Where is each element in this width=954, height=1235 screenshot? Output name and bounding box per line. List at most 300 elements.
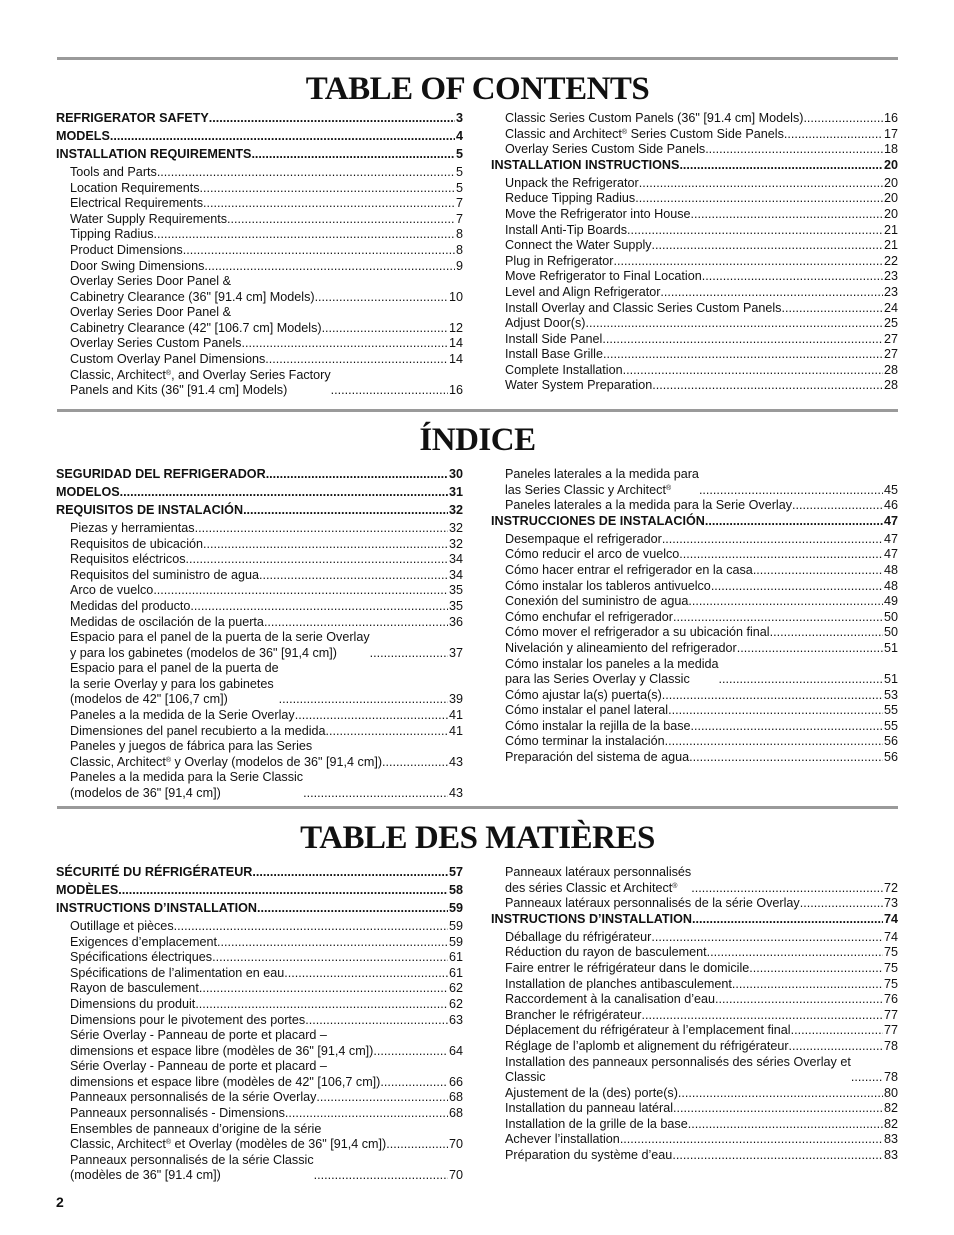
toc-entry-page: 47 [883, 531, 898, 546]
toc-entry[interactable] [56, 305, 463, 336]
toc-entry-title: Classic Series Custom Panels (36" [91.4 cm] Models) [505, 111, 804, 125]
dot-leader [118, 883, 448, 899]
dot-leader [705, 142, 883, 158]
toc-entry-title: Dimensions du produit [70, 996, 196, 1011]
toc-entry[interactable] [491, 1039, 898, 1055]
toc-entry-page: 43 [448, 754, 463, 769]
toc-entry-page: 57 [448, 865, 463, 879]
toc-entry[interactable] [56, 935, 463, 951]
section-title-fr: TABLE DES MATIÈRES [300, 820, 655, 856]
toc-entry-title: Water Supply Requirements [70, 211, 228, 226]
toc-entry-page: 7 [455, 211, 463, 226]
toc-entry[interactable] [56, 111, 463, 127]
toc-entry[interactable] [56, 981, 463, 997]
toc-entry[interactable] [491, 657, 898, 688]
toc-entry-title: Panneaux personnalisés - Dimensions [70, 1106, 285, 1121]
toc-entry-page: 47 [883, 513, 898, 528]
toc-entry-page: 50 [883, 609, 898, 624]
toc-entry[interactable] [56, 259, 463, 275]
toc-entry-title: Desempaque el refrigerador [505, 531, 662, 546]
toc-entry[interactable] [491, 207, 898, 223]
dot-leader [303, 786, 448, 802]
toc-entry[interactable] [56, 227, 463, 243]
toc-entry[interactable] [56, 1090, 463, 1106]
toc-entry-page: 41 [448, 723, 463, 738]
dot-leader [110, 129, 455, 145]
toc-entry[interactable] [491, 1117, 898, 1133]
toc-entry-title: Cómo instalar el panel lateral [505, 703, 669, 718]
toc-entry[interactable] [491, 734, 898, 750]
dot-leader [373, 1044, 448, 1060]
toc-entry[interactable] [56, 1013, 463, 1029]
toc-entry-title: Classic, Architect®, and Overlay Series Factory Panels and Kits (36" [91.4 cm] Models) [70, 367, 331, 398]
dot-leader [370, 646, 448, 662]
toc-entry-title: Product Dimensions [70, 242, 183, 257]
toc-entry[interactable] [491, 896, 898, 912]
toc-entry[interactable] [56, 599, 463, 615]
toc-entry[interactable] [56, 630, 463, 661]
toc-entry-title: Complete Installation [505, 362, 623, 377]
toc-entry-title: MODELS [56, 128, 110, 143]
registered-mark: ® [165, 756, 172, 764]
dot-leader [227, 212, 455, 228]
dot-leader [157, 165, 455, 181]
dot-leader [315, 290, 448, 306]
toc-entry-title: Déplacement du réfrigérateur à l’emplacement final [505, 1023, 791, 1038]
toc-entry-title: Paneles laterales a la medida para la Serie Overlay [505, 498, 793, 513]
dot-leader [120, 485, 448, 501]
dot-leader [259, 568, 448, 584]
toc-entry-title: REQUISITOS DE INSTALACIÓN [56, 502, 244, 517]
toc-entry[interactable] [491, 378, 898, 394]
dot-leader [753, 563, 883, 579]
page-number: 2 [56, 1194, 64, 1210]
toc-entry[interactable] [56, 901, 463, 917]
toc-entry-page: 18 [883, 142, 898, 157]
toc-entry[interactable] [491, 176, 898, 192]
toc-entry-title: Cómo terminar la instalación [505, 734, 665, 749]
dot-leader [623, 363, 883, 379]
toc-entry[interactable] [56, 537, 463, 553]
toc-entry-title: Overlay Series Custom Side Panels [505, 142, 706, 157]
registered-mark: ® [621, 128, 628, 136]
toc-entry-title: Paneles a la medida para la Serie Classic (modelos de 36" [91,4 cm]) [70, 770, 304, 801]
toc-entry[interactable] [491, 930, 898, 946]
toc-entry-page: 20 [883, 191, 898, 206]
dot-leader [265, 352, 448, 368]
toc-entry-page: 51 [883, 640, 898, 655]
dot-leader [662, 532, 883, 548]
toc-entry[interactable] [56, 919, 463, 935]
toc-entry[interactable] [491, 158, 898, 174]
dot-leader [639, 176, 883, 192]
dot-leader [204, 259, 455, 275]
dot-leader [635, 191, 883, 207]
toc-entry[interactable] [56, 274, 463, 305]
dot-leader [711, 579, 883, 595]
toc-entry-title: Panneaux latéraux personnalisés des séries Classic et Architect® [505, 865, 692, 895]
toc-entry-page: 74 [883, 929, 898, 944]
toc-entry-title: SEGURIDAD DEL REFRIGERADOR [56, 467, 266, 481]
toc-entry[interactable] [491, 1023, 898, 1039]
dot-leader [200, 181, 455, 197]
toc-entry-page: 74 [883, 911, 898, 926]
dot-leader [585, 316, 883, 332]
toc-entry[interactable] [491, 347, 898, 363]
toc-entry-page: 9 [455, 258, 463, 273]
toc-entry[interactable] [491, 945, 898, 961]
registered-mark: ® [165, 369, 172, 377]
toc-entry-title: Cómo ajustar la(s) puerta(s) [505, 687, 662, 702]
toc-entry[interactable] [491, 1008, 898, 1024]
toc-entry-page: 4 [455, 128, 463, 143]
toc-entry-title: Location Requirements [70, 180, 200, 195]
toc-entry[interactable] [491, 563, 898, 579]
dot-leader [673, 1101, 883, 1117]
toc-entry[interactable] [491, 688, 898, 704]
toc-entry[interactable] [56, 661, 463, 708]
toc-entry[interactable] [56, 950, 463, 966]
toc-entry-title: Exigences d’emplacement [70, 934, 218, 949]
toc-entry-title: Preparación del sistema de agua [505, 750, 690, 765]
toc-entry[interactable] [56, 865, 463, 881]
dot-leader [316, 1090, 448, 1106]
toc-entry-title: Raccordement à la canalisation d’eau [505, 992, 716, 1007]
toc-entry[interactable] [491, 301, 898, 317]
toc-entry[interactable] [491, 579, 898, 595]
toc-entry[interactable] [491, 865, 898, 896]
toc-entry-page: 16 [448, 383, 463, 398]
dot-leader [803, 111, 883, 127]
toc-entry[interactable] [56, 615, 463, 631]
dot-leader [195, 997, 448, 1013]
toc-entry-page: 21 [883, 238, 898, 253]
toc-entry[interactable] [56, 503, 463, 519]
dot-leader [243, 503, 448, 519]
toc-entry-page: 20 [883, 157, 898, 172]
dot-leader [660, 285, 883, 301]
toc-entry[interactable] [56, 997, 463, 1013]
toc-entry-title: Série Overlay - Panneau de porte et placard – dimensions et espace libre (modèles de 42" [106,7 cm]) [70, 1059, 381, 1089]
toc-entry-page: 61 [448, 965, 463, 980]
toc-entry[interactable] [56, 212, 463, 228]
toc-entry-title: Cómo hacer entrar el refrigerador en la casa [505, 562, 753, 577]
toc-entry-page: 25 [883, 316, 898, 331]
toc-entry-title: Espacio para el panel de la puerta de la serie Overlay y para los gabinetes (modelos de 36" [91,4 cm]) [70, 630, 370, 660]
toc-entry[interactable] [491, 111, 898, 127]
toc-entry[interactable] [491, 912, 898, 928]
dot-leader [789, 1039, 883, 1055]
toc-entry-title: Tools and Parts [70, 164, 157, 179]
toc-entry[interactable] [56, 521, 463, 537]
toc-entry-page: 70 [448, 1168, 463, 1183]
toc-entry-title: Ajustement de la (des) porte(s) [505, 1085, 678, 1100]
dot-leader [203, 537, 448, 553]
toc-entry-title: Nivelación y alineamiento del refrigerador [505, 640, 737, 655]
toc-entry-title: Paneles y juegos de fábrica para las Series Classic, Architect® y Overlay (modelos de 36" [91,4 cm]) [70, 739, 383, 769]
dot-leader [314, 1168, 448, 1184]
toc-entry[interactable] [491, 532, 898, 548]
toc-entry-title: MODELOS [56, 484, 120, 499]
toc-entry-page: 21 [883, 222, 898, 237]
toc-entry-title: REFRIGERATOR SAFETY [56, 111, 209, 125]
toc-entry-title: Unpack the Refrigerator [505, 175, 639, 190]
toc-entry[interactable] [491, 719, 898, 735]
toc-entry[interactable] [491, 142, 898, 158]
toc-entry-page: 8 [455, 242, 463, 257]
dot-leader [688, 594, 883, 610]
toc-entry-page: 20 [883, 206, 898, 221]
toc-entry[interactable] [491, 498, 898, 514]
toc-entry[interactable] [491, 1132, 898, 1148]
toc-entry[interactable] [56, 724, 463, 740]
toc-entry-page: 82 [883, 1116, 898, 1131]
section-title-en: TABLE OF CONTENTS [305, 71, 650, 107]
toc-entry-page: 31 [448, 484, 463, 499]
toc-entry-title: Espacio para el panel de la puerta de la serie Overlay y para los gabinetes (modelos de 42" [106,7 cm]) [70, 661, 279, 707]
toc-entry[interactable] [491, 1055, 898, 1086]
registered-mark: ® [672, 882, 678, 890]
dot-leader [212, 950, 448, 966]
dot-leader [252, 865, 448, 881]
toc-entry-title: Outillage et pièces [70, 918, 174, 933]
toc-entry-title: Conexión del suministro de agua [505, 594, 689, 609]
toc-entry[interactable] [56, 352, 463, 368]
dot-leader [770, 625, 883, 641]
toc-entry-page: 46 [883, 498, 898, 513]
toc-entry[interactable] [491, 750, 898, 766]
dot-leader [627, 223, 883, 239]
toc-entry[interactable] [56, 196, 463, 212]
dot-leader [380, 1075, 448, 1091]
toc-entry-title: INSTRUCCIONES DE INSTALACIÓN [491, 513, 705, 528]
toc-entry-page: 32 [448, 502, 463, 517]
toc-entry-title: Adjust Door(s) [505, 316, 586, 331]
toc-entry[interactable] [56, 739, 463, 770]
toc-entry[interactable] [56, 966, 463, 982]
dot-leader [699, 483, 883, 499]
toc-entry-title: Spécifications électriques [70, 950, 213, 965]
toc-entry[interactable] [491, 285, 898, 301]
toc-entry-title: Requisitos eléctricos [70, 552, 186, 567]
toc-entry-title: Install Overlay and Classic Series Custom Panels [505, 300, 782, 315]
toc-entry[interactable] [491, 961, 898, 977]
toc-entry-page: 5 [455, 180, 463, 195]
toc-entry[interactable] [56, 467, 463, 483]
toc-entry[interactable] [56, 147, 463, 163]
toc-entry-title: Réduction du rayon de basculement [505, 945, 707, 960]
toc-entry-page: 14 [448, 336, 463, 351]
toc-entry-title: Rayon de basculement [70, 981, 199, 996]
toc-entry-page: 5 [455, 164, 463, 179]
toc-entry[interactable] [491, 1101, 898, 1117]
toc-entry-title: MODÈLES [56, 882, 119, 897]
toc-entry[interactable] [56, 883, 463, 899]
toc-entry-page: 70 [448, 1137, 463, 1152]
toc-entry-page: 83 [883, 1148, 898, 1163]
toc-entry-page: 35 [448, 583, 463, 598]
toc-entry[interactable] [491, 1086, 898, 1102]
toc-entry[interactable] [491, 238, 898, 254]
toc-entry-page: 61 [448, 950, 463, 965]
dot-leader [691, 207, 883, 223]
dot-leader [719, 672, 883, 688]
toc-entry-page: 36 [448, 614, 463, 629]
toc-entry[interactable] [491, 127, 898, 143]
toc-entry-title: Panneaux latéraux personnalisés de la série Overlay [505, 896, 800, 911]
toc-entry-title: Installation de planches antibasculement [505, 976, 732, 991]
toc-entry-title: Cómo reducir el arco de vuelco [505, 547, 680, 562]
toc-entry-page: 73 [883, 896, 898, 911]
dot-leader [749, 961, 883, 977]
toc-entry-title: Medidas del producto [70, 598, 191, 613]
dot-leader [651, 930, 883, 946]
toc-entry[interactable] [56, 708, 463, 724]
toc-entry-page: 23 [883, 269, 898, 284]
dot-leader [331, 383, 448, 399]
dot-leader [154, 227, 455, 243]
toc-entry[interactable] [56, 165, 463, 181]
toc-entry-page: 59 [448, 934, 463, 949]
toc-entry-title: Dimensions pour le pivotement des portes [70, 1012, 306, 1027]
toc-entry-page: 75 [883, 945, 898, 960]
toc-entry[interactable] [491, 223, 898, 239]
toc-entry-page: 55 [883, 718, 898, 733]
toc-entry-title: Custom Overlay Panel Dimensions [70, 352, 266, 367]
dot-leader [662, 688, 883, 704]
toc-column-es-left [56, 467, 463, 802]
toc-entry-title: Overlay Series Door Panel & Cabinetry Clearance (42" [106.7 cm] Models) [70, 305, 322, 335]
dot-leader [652, 238, 883, 254]
section-divider [57, 806, 898, 809]
toc-entry-title: Préparation du système d’eau [505, 1148, 673, 1163]
toc-entry[interactable] [56, 336, 463, 352]
dot-leader [715, 992, 883, 1008]
toc-entry-title: Level and Align Refrigerator [505, 284, 661, 299]
toc-entry[interactable] [491, 594, 898, 610]
dot-leader [673, 610, 883, 626]
toc-entry-page: 3 [455, 111, 463, 125]
dot-leader [241, 336, 448, 352]
toc-entry-page: 48 [883, 578, 898, 593]
toc-entry-page: 78 [883, 1070, 898, 1085]
toc-entry-page: 83 [883, 1132, 898, 1147]
dot-leader [266, 467, 448, 483]
toc-entry[interactable] [56, 243, 463, 259]
toc-entry-title: Reduce Tipping Radius [505, 191, 636, 206]
section-divider [57, 57, 898, 60]
dot-leader [705, 514, 883, 530]
dot-leader [702, 269, 883, 285]
section-divider [57, 409, 898, 412]
dot-leader [295, 708, 448, 724]
dot-leader [305, 1013, 448, 1029]
toc-entry[interactable] [56, 583, 463, 599]
toc-entry[interactable] [491, 625, 898, 641]
toc-entry-title: Cómo instalar los paneles a la medida para las Series Overlay y Classic [505, 656, 719, 687]
toc-entry[interactable] [56, 1028, 463, 1059]
toc-entry[interactable] [491, 641, 898, 657]
toc-entry[interactable] [491, 467, 898, 498]
toc-entry[interactable] [56, 770, 463, 801]
toc-entry-title: Water System Preparation [505, 378, 653, 393]
toc-entry-title: Cómo instalar la rejilla de la base [505, 718, 691, 733]
toc-entry-page: 22 [883, 253, 898, 268]
toc-entry[interactable] [56, 1059, 463, 1090]
dot-leader [251, 147, 455, 163]
toc-entry-title: INSTALLATION INSTRUCTIONS [491, 157, 680, 172]
toc-entry-page: 17 [883, 126, 898, 141]
toc-entry-page: 68 [448, 1106, 463, 1121]
dot-leader [668, 703, 883, 719]
dot-leader [209, 111, 455, 127]
toc-entry-title: INSTRUCTIONS D’INSTALLATION [56, 900, 258, 915]
toc-entry-title: INSTALLATION REQUIREMENTS [56, 146, 252, 161]
toc-entry[interactable] [491, 316, 898, 332]
dot-leader [264, 615, 448, 631]
dot-leader [190, 599, 448, 615]
toc-entry[interactable] [491, 610, 898, 626]
toc-entry[interactable] [491, 547, 898, 563]
toc-entry[interactable] [56, 1106, 463, 1122]
toc-entry[interactable] [491, 977, 898, 993]
toc-entry-page: 7 [455, 196, 463, 211]
toc-entry-title: Requisitos del suministro de agua [70, 567, 260, 582]
toc-entry-title: Faire entrer le réfrigérateur dans le domicile [505, 960, 750, 975]
toc-entry[interactable] [491, 514, 898, 530]
dot-leader [174, 919, 448, 935]
toc-entry-title: Electrical Requirements [70, 196, 203, 211]
toc-entry[interactable] [56, 368, 463, 399]
toc-entry[interactable] [56, 1122, 463, 1153]
toc-entry-title: Achever l’installation [505, 1132, 620, 1147]
toc-entry[interactable] [491, 269, 898, 285]
toc-entry[interactable] [491, 332, 898, 348]
toc-entry-title: Panneaux personnalisés de la série Classic (modèles de 36" [91.4 cm]) [70, 1152, 314, 1183]
toc-entry[interactable] [56, 1153, 463, 1184]
toc-entry[interactable] [491, 191, 898, 207]
toc-entry[interactable] [56, 568, 463, 584]
toc-entry[interactable] [491, 254, 898, 270]
toc-entry-page: 75 [883, 960, 898, 975]
toc-entry-title: Tipping Radius [70, 227, 154, 242]
toc-entry-title: Déballage du réfrigérateur [505, 929, 652, 944]
toc-entry-page: 12 [448, 320, 463, 335]
toc-entry[interactable] [491, 1148, 898, 1164]
toc-entry[interactable] [56, 129, 463, 145]
toc-entry-page: 28 [883, 362, 898, 377]
dot-leader [732, 977, 883, 993]
toc-entry[interactable] [56, 181, 463, 197]
toc-entry[interactable] [56, 485, 463, 501]
toc-entry-page: 68 [448, 1090, 463, 1105]
dot-leader [652, 378, 883, 394]
toc-entry-title: Move Refrigerator to Final Location [505, 269, 702, 284]
toc-entry-page: 62 [448, 981, 463, 996]
toc-entry[interactable] [491, 703, 898, 719]
toc-entry-title: SÉCURITÉ DU RÉFRIGÉRATEUR [56, 865, 253, 879]
toc-entry-page: 34 [448, 567, 463, 582]
section-title-es: ÍNDICE [419, 422, 536, 458]
toc-entry[interactable] [491, 363, 898, 379]
toc-entry[interactable] [56, 552, 463, 568]
toc-entry-page: 55 [883, 703, 898, 718]
dot-leader [603, 347, 883, 363]
toc-entry-title: Install Base Grille [505, 347, 603, 362]
toc-entry-page: 51 [883, 672, 898, 687]
toc-entry[interactable] [491, 992, 898, 1008]
toc-entry-page: 77 [883, 1023, 898, 1038]
